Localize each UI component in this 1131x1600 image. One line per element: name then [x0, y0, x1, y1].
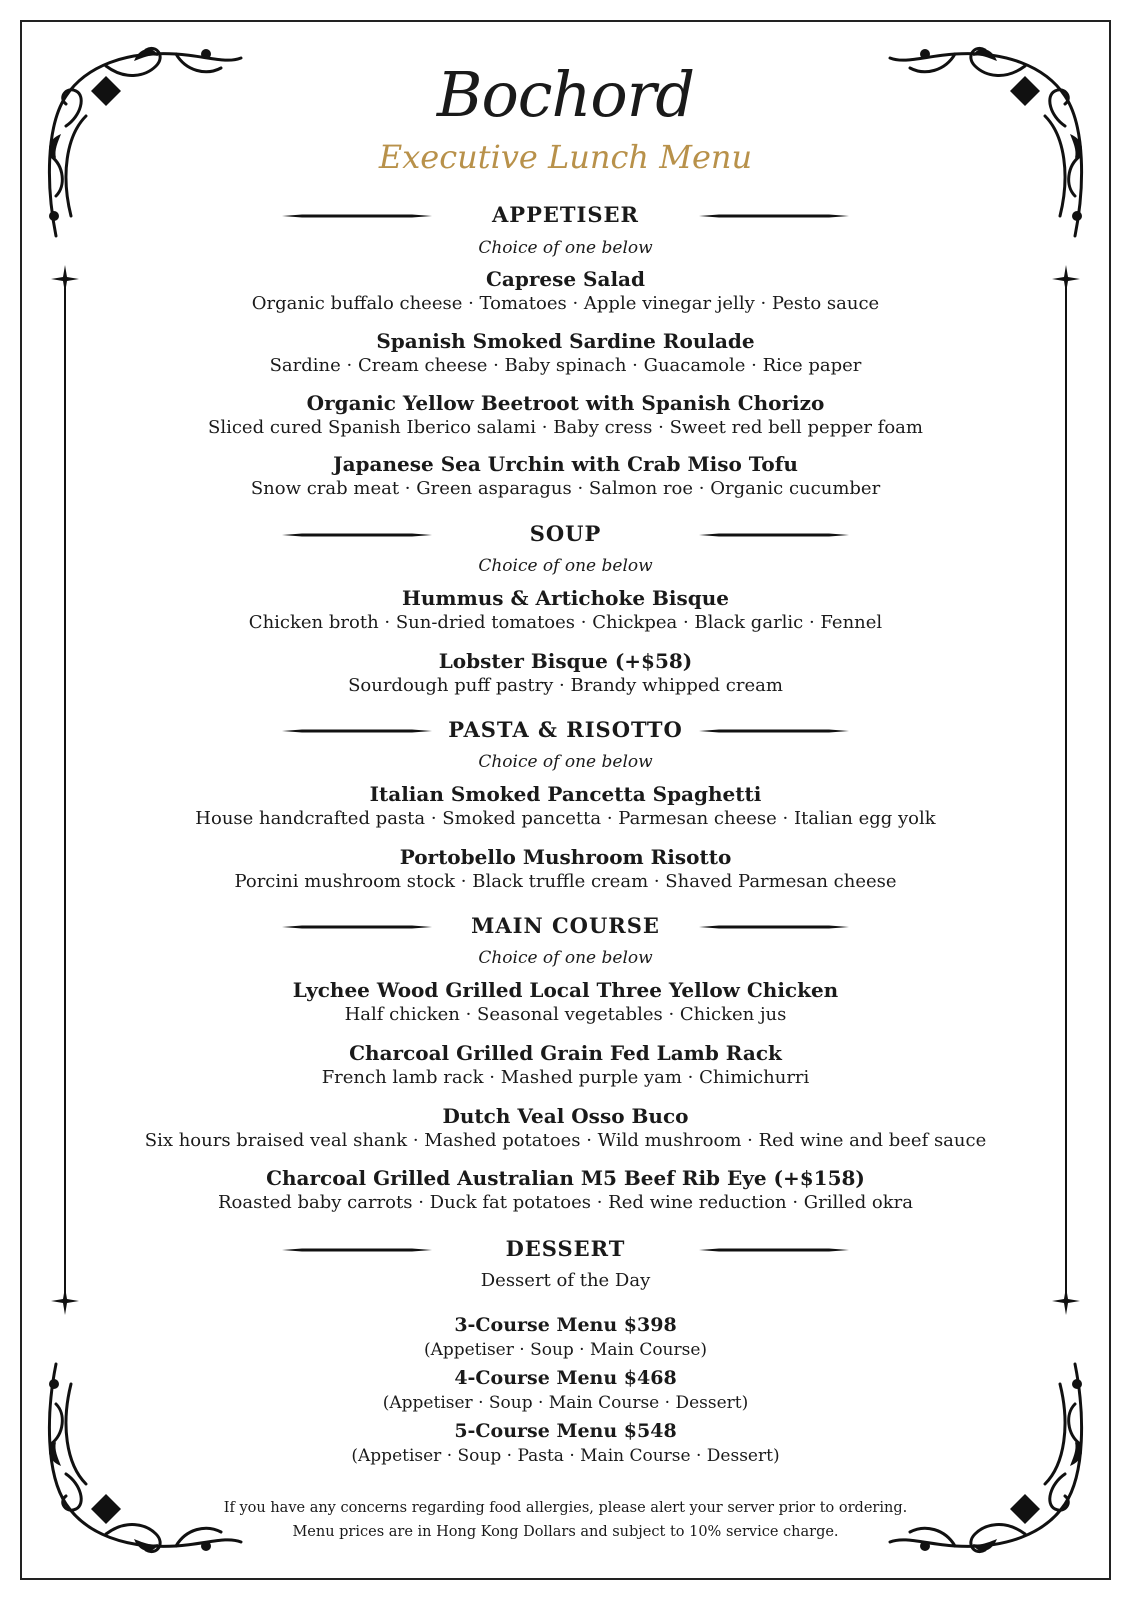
divider-rule-icon [699, 214, 849, 218]
section-title: MAIN COURSE [471, 913, 660, 938]
dish-name: Charcoal Grilled Grain Fed Lamb Rack [349, 1041, 782, 1065]
dish-description: Six hours braised veal shank · Mashed potatoes · Wild mushroom · Red wine and beef sauce [144, 1130, 987, 1151]
menu-dish [0, 648, 1131, 698]
section-title: PASTA & RISOTTO [448, 717, 683, 742]
section-choice-note: Choice of one below [478, 238, 653, 258]
menu-dish [0, 328, 1131, 378]
menu-dish [0, 781, 1131, 831]
section-choice-note: Choice of one below [478, 948, 653, 968]
menu-dish [0, 844, 1131, 894]
divider-rule-icon [699, 925, 849, 929]
price-option: 5-Course Menu $548 [454, 1420, 677, 1442]
section-choice-note: Choice of one below [478, 556, 653, 576]
menu-dish [0, 585, 1131, 635]
dish-name: Lobster Bisque (+$58) [438, 649, 693, 673]
menu-dish [0, 266, 1131, 316]
divider-rule-icon [699, 729, 849, 733]
price-option: 3-Course Menu $398 [454, 1314, 677, 1336]
menu-dish [0, 977, 1131, 1027]
menu-subtitle: Executive Lunch Menu [378, 138, 753, 176]
brand-logo: Bochord [436, 58, 695, 131]
dish-description: Chicken broth · Sun-dried tomatoes · Chickpea · Black garlic · Fennel [248, 612, 883, 633]
footer-note [0, 1496, 1131, 1544]
dish-description: Snow crab meat · Green asparagus · Salmon roe · Organic cucumber [250, 478, 881, 499]
section-title: DESSERT [505, 1236, 626, 1261]
dish-description: Roasted baby carrots · Duck fat potatoes · Red wine reduction · Grilled okra [217, 1192, 914, 1213]
price-option: 4-Course Menu $468 [454, 1367, 677, 1389]
menu-dish [0, 1103, 1131, 1153]
section-header-main-course [0, 910, 1131, 944]
section-title: APPETISER [492, 202, 639, 227]
dish-name: Lychee Wood Grilled Local Three Yellow Chicken [292, 978, 839, 1002]
section-header-dessert [0, 1233, 1131, 1267]
dish-description: Half chicken · Seasonal vegetables · Chicken jus [344, 1004, 787, 1025]
dish-description: Organic buffalo cheese · Tomatoes · Apple vinegar jelly · Pesto sauce [251, 293, 880, 314]
divider-rule-icon [699, 533, 849, 537]
dish-description: Porcini mushroom stock · Black truffle cream · Shaved Parmesan cheese [234, 871, 897, 892]
dish-name: Japanese Sea Urchin with Crab Miso Tofu [333, 452, 798, 476]
dish-description: Sardine · Cream cheese · Baby spinach · Guacamole · Rice paper [269, 355, 862, 376]
dish-name: Portobello Mushroom Risotto [399, 845, 732, 869]
price-option-description: (Appetiser · Soup · Main Course · Dessert) [382, 1393, 749, 1413]
price-option-description: (Appetiser · Soup · Main Course) [423, 1340, 708, 1360]
menu-dish [0, 390, 1131, 440]
divider-rule-icon [699, 1248, 849, 1252]
dish-name: Spanish Smoked Sardine Roulade [376, 329, 755, 353]
dish-description: French lamb rack · Mashed purple yam · Chimichurri [321, 1067, 810, 1088]
menu-dish [0, 451, 1131, 501]
section-header-soup [0, 518, 1131, 552]
section-header-appetiser [0, 199, 1131, 233]
menu-dish [0, 1040, 1131, 1090]
dish-description: Sourdough puff pastry · Brandy whipped cream [348, 675, 783, 696]
section-header-pasta [0, 714, 1131, 748]
dish-name: Hummus & Artichoke Bisque [401, 586, 730, 610]
service-charge-note: Menu prices are in Hong Kong Dollars and subject to 10% service charge. [292, 1524, 839, 1540]
dish-description: Sliced cured Spanish Iberico salami · Baby cress · Sweet red bell pepper foam [208, 417, 923, 438]
dish-name: Charcoal Grilled Australian M5 Beef Rib Eye (+$158) [266, 1166, 865, 1190]
dish-name: Organic Yellow Beetroot with Spanish Chorizo [306, 391, 825, 415]
dish-name: Dutch Veal Osso Buco [442, 1104, 689, 1128]
dish-description: House handcrafted pasta · Smoked pancetta · Parmesan cheese · Italian egg yolk [195, 808, 936, 829]
section-choice-note: Choice of one below [478, 752, 653, 772]
section-title: SOUP [529, 521, 602, 546]
menu-dish [0, 1165, 1131, 1215]
dish-name: Caprese Salad [485, 267, 645, 291]
allergy-note: If you have any concerns regarding food allergies, please alert your server prior to ordering. [223, 1500, 908, 1516]
price-option-description: (Appetiser · Soup · Pasta · Main Course · Dessert) [351, 1446, 780, 1466]
dish-name: Italian Smoked Pancetta Spaghetti [369, 782, 762, 806]
dessert-text: Dessert of the Day [480, 1270, 651, 1291]
